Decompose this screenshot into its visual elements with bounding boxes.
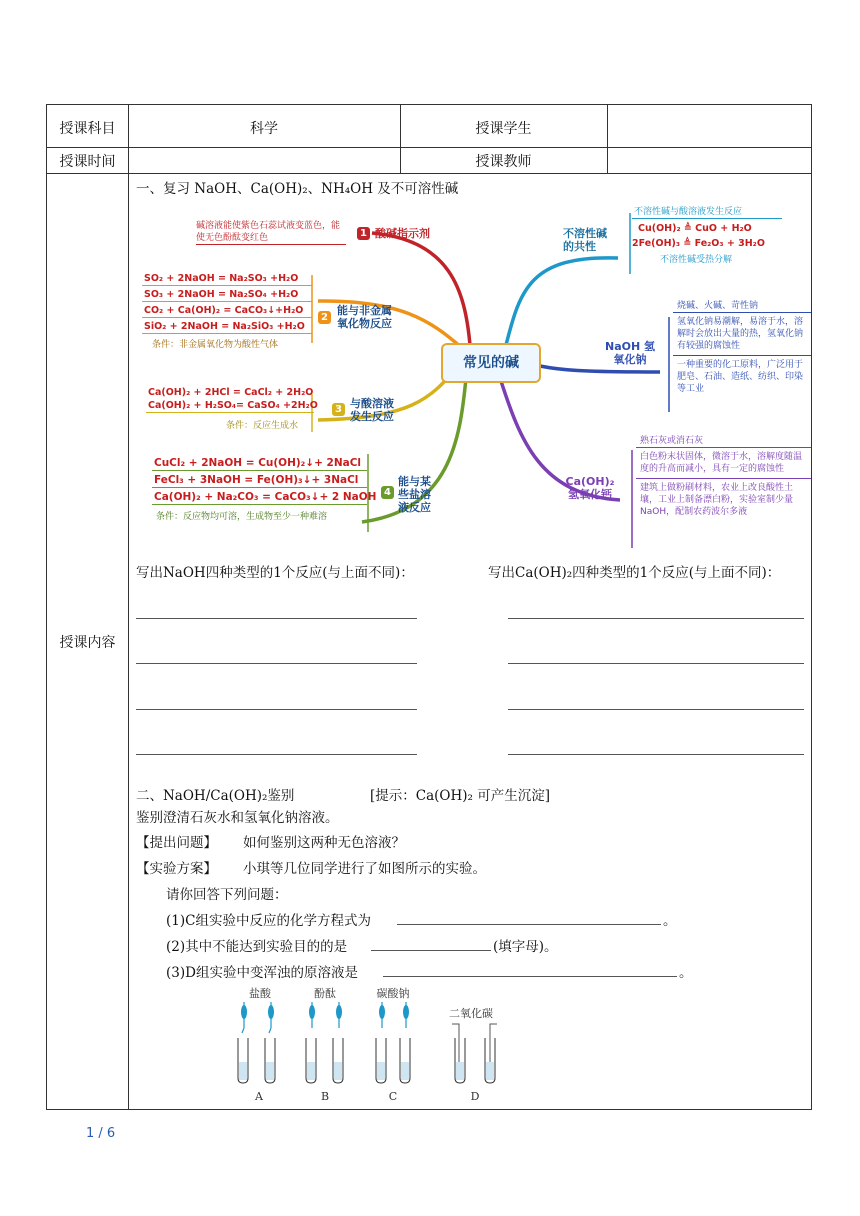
- subject-value: 科学: [250, 121, 278, 137]
- branch4-cond: 条件：反应物均可溶，生成物至少一种难溶: [156, 512, 328, 522]
- right3-use: 建筑上做粉刷材料，农业上改良酸性土壤，工业上制备漂白粉，实验室制少量NaOH，配制农药波尔多液: [640, 483, 794, 517]
- question3-end: 。: [679, 965, 693, 981]
- branch3-label: 与酸溶液发生反应: [350, 397, 394, 423]
- question-text: 如何鉴别这两种无色溶液？: [243, 835, 405, 851]
- right2-prop: 氢氧化钠易潮解，易溶于水，溶解时会放出大量的热，氢氧化钠有较强的腐蚀性: [673, 313, 811, 356]
- group-label: B: [320, 1090, 330, 1103]
- branch3-eq: Ca(OH)₂ + 2HCl = CaCl₂ + 2H₂O: [148, 387, 314, 398]
- group-label: A: [255, 1090, 263, 1103]
- plan-label: 【实验方案】: [136, 861, 217, 877]
- branch2-eq: SiO₂ + 2NaOH = Na₂SiO₃ +H₂O: [142, 318, 312, 334]
- branch1-note: 碱溶液能使紫色石蕊试液变蓝色，能使无色酚酞变红色: [196, 221, 341, 243]
- branch1-badge: 1: [357, 227, 370, 240]
- question1-text: (1)C组实验中反应的化学方程式为: [166, 913, 371, 929]
- branch1-label: 酸碱指示剂: [375, 227, 430, 240]
- reagent-label: 碳酸钠: [376, 987, 410, 1000]
- right3-prop: 白色粉末状固体，微溶于水，溶解度随温度的升高而减小，具有一定的腐蚀性: [636, 448, 811, 479]
- content-label: 授课内容: [59, 635, 116, 651]
- reagent-label: 盐酸: [249, 987, 271, 1000]
- right3-names: 熟石灰或消石灰: [636, 435, 811, 448]
- group-label: D: [470, 1090, 480, 1103]
- question1-end: 。: [663, 913, 677, 929]
- right1-eq: 2Fe(OH)₃ ≜ Fe₂O₃ + 3H₂O: [632, 238, 765, 249]
- right1-label: 不溶性碱的共性: [563, 227, 607, 253]
- branch3-cond: 条件：反应生成水: [226, 421, 299, 431]
- question3-text: (3)D组实验中变浑浊的原溶液是: [166, 965, 358, 981]
- branch2-eq: SO₃ + 2NaOH = Na₂SO₄ +H₂O: [142, 286, 312, 302]
- branch2-label: 能与非金属氧化物反应: [337, 304, 392, 330]
- student-label: 授课学生: [475, 121, 532, 137]
- plan-text: 小琪等几位同学进行了如图所示的实验。: [243, 861, 486, 877]
- reagent-label: 二氧化碳: [449, 1007, 493, 1020]
- write-prompt-naoh: 写出NaOH四种类型的1个反应(与上面不同)：: [136, 565, 414, 581]
- branch3-badge: 3: [332, 403, 345, 416]
- teacher-label: 授课教师: [475, 154, 532, 170]
- branch4-eq: Ca(OH)₂ + Na₂CO₃ = CaCO₃↓+ 2 NaOH: [152, 488, 367, 505]
- branch4-label: 能与某些盐溶液反应: [398, 475, 431, 514]
- right2-label: NaOH 氢氧化钠: [604, 340, 655, 366]
- branch2-eq: CO₂ + Ca(OH)₂ = CaCO₃↓+H₂O: [142, 302, 312, 318]
- subject-label: 授课科目: [59, 121, 116, 137]
- reagent-label: 酚酞: [314, 987, 336, 1000]
- right1-top: 不溶性碱与酸溶液发生反应: [632, 203, 782, 219]
- question2-text: (2)其中不能达到实验目的的是: [166, 939, 348, 955]
- group-label: C: [388, 1090, 398, 1103]
- branch2-eq: SO₂ + 2NaOH = Na₂SO₃ +H₂O: [142, 272, 312, 286]
- right1-bottom: 不溶性碱受热分解: [660, 255, 733, 265]
- question-label: 【提出问题】: [136, 835, 217, 851]
- branch4-badge: 4: [381, 486, 394, 499]
- write-prompt-caoh2: 写出Ca(OH)₂四种类型的1个反应(与上面不同)：: [488, 565, 781, 581]
- branch2-cond: 条件：非金属氧化物为酸性气体: [152, 340, 279, 350]
- right2-use: 一种重要的化工原料，广泛用于肥皂、石油、造纸、纺织、印染等工业: [677, 360, 804, 394]
- section2-title: 二、NaOH/Ca(OH)₂鉴别: [136, 788, 295, 804]
- ask-text: 请你回答下列问题：: [166, 887, 288, 903]
- time-label: 授课时间: [59, 154, 116, 170]
- branch3-eq: Ca(OH)₂ + H₂SO₄= CaSO₄ +2H₂O: [148, 400, 318, 411]
- right2-names: 烧碱、火碱、苛性钠: [673, 300, 811, 313]
- question2-end: (填字母)。: [493, 939, 558, 955]
- section2-intro: 鉴别澄清石灰水和氢氧化钠溶液。: [136, 810, 339, 826]
- right1-eq: Cu(OH)₂ ≜ CuO + H₂O: [638, 223, 752, 234]
- branch4-eq: FeCl₃ + 3NaOH = Fe(OH)₃↓+ 3NaCl: [152, 471, 367, 488]
- mindmap-center: 常见的碱: [441, 343, 541, 383]
- page-number: 1 / 6: [86, 1126, 116, 1141]
- branch2-badge: 2: [318, 311, 331, 324]
- section1-title: 一、复习 NaOH、Ca(OH)₂、NH₄OH 及不可溶性碱: [136, 181, 459, 197]
- right3-label: Ca(OH)₂ 氢氧化钙: [565, 475, 615, 501]
- branch4-eq: CuCl₂ + 2NaOH = Cu(OH)₂↓+ 2NaCl: [152, 456, 367, 471]
- section2-hint: [提示：Ca(OH)₂ 可产生沉淀]: [370, 788, 550, 804]
